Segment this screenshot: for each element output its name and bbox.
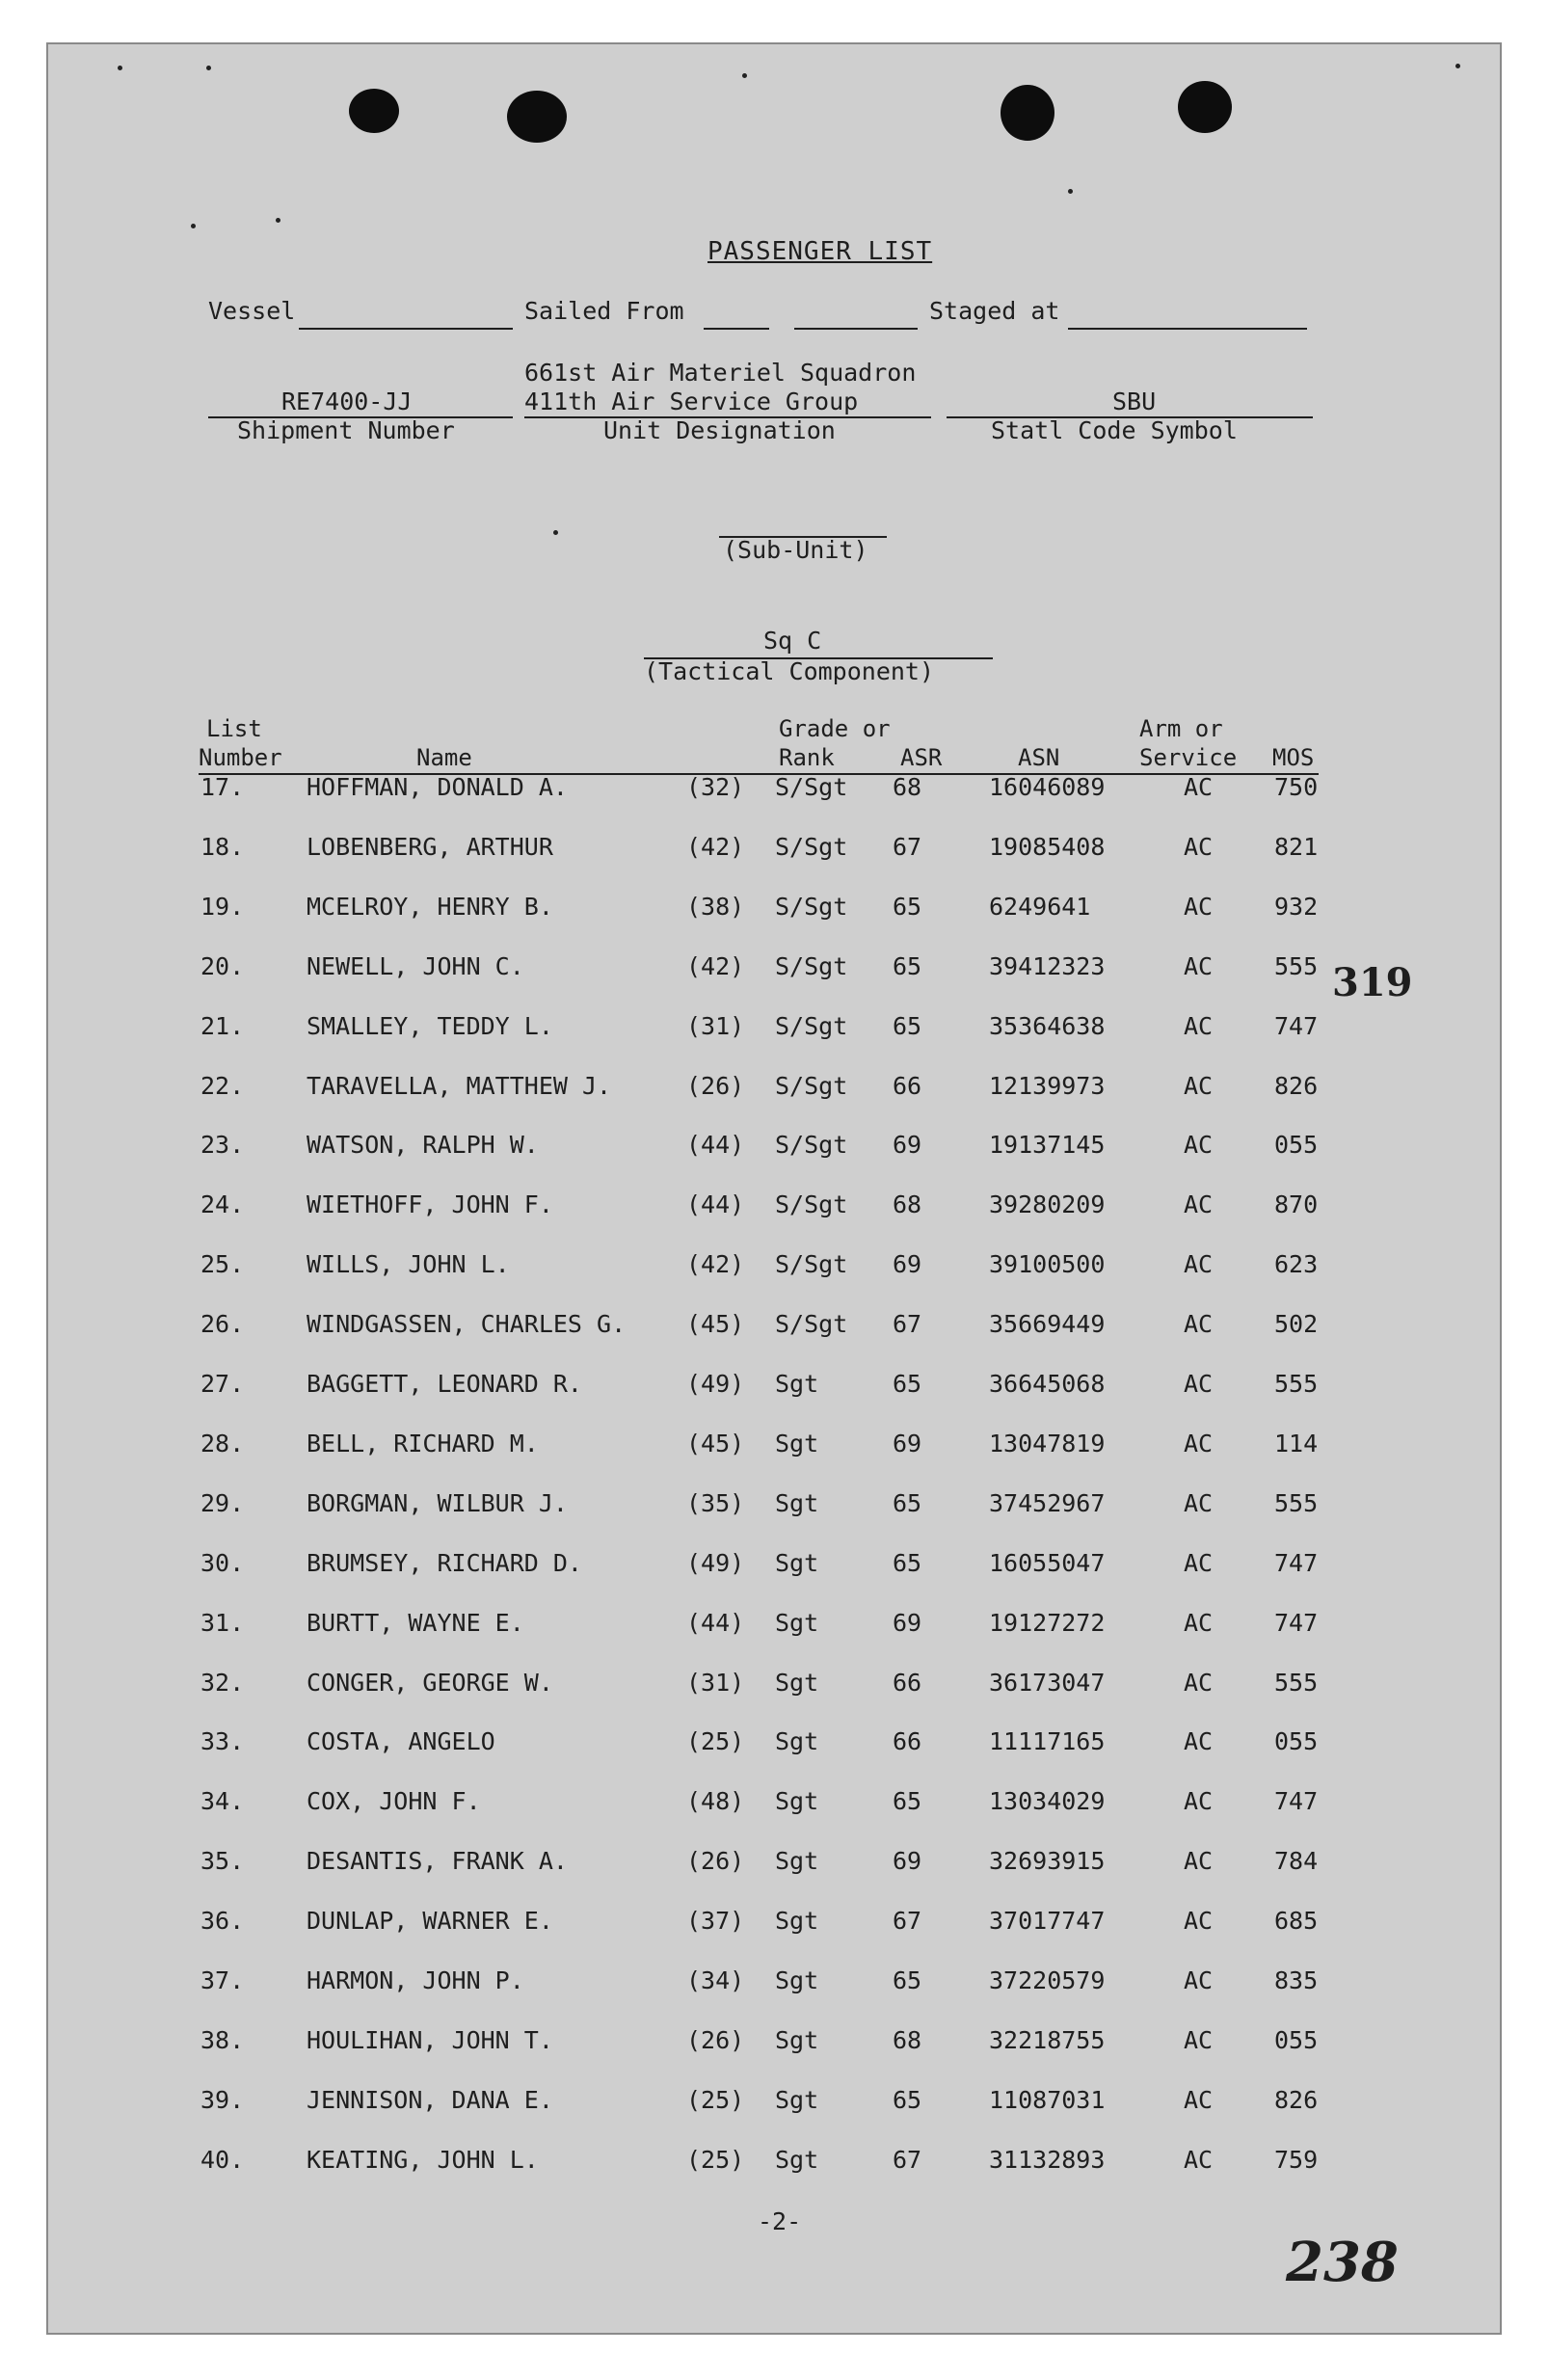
age: (42) [686,833,745,861]
asn-number: 32218755 [989,2026,1106,2054]
mos-code: 747 [1274,1549,1319,1577]
passenger-name: LOBENBERG, ARTHUR [307,833,553,861]
list-number: 28. [200,1430,245,1457]
asn-number: 35669449 [989,1310,1106,1338]
arm-service: AC [1184,1907,1214,1935]
grade-rank: Sgt [775,1669,819,1697]
arm-service: AC [1184,1190,1214,1218]
list-number: 32. [200,1669,245,1697]
table-row [0,1669,1548,1707]
asn-number: 16055047 [989,1549,1106,1577]
age: (26) [686,1847,745,1875]
grade-rank: S/Sgt [775,773,848,801]
asn-number: 36173047 [989,1669,1106,1697]
list-number: 33. [200,1727,245,1755]
asr-score: 69 [893,1131,922,1159]
mos-code: 747 [1274,1609,1319,1637]
table-row [0,2026,1548,2065]
grade-rank: S/Sgt [775,1072,848,1100]
arm-service: AC [1184,1966,1214,1994]
shipment-number: RE7400-JJ [281,388,413,415]
arm-service: AC [1184,1489,1214,1517]
passenger-name: COSTA, ANGELO [307,1727,495,1755]
asr-score: 65 [893,1966,922,1994]
grade-rank: Sgt [775,1549,819,1577]
age: (31) [686,1012,745,1040]
asr-score: 65 [893,1549,922,1577]
passenger-name: BAGGETT, LEONARD R. [307,1370,582,1398]
mos-code: 835 [1274,1966,1319,1994]
list-number: 27. [200,1370,245,1398]
list-number: 21. [200,1012,245,1040]
mos-code: 932 [1274,893,1319,921]
page-title: PASSENGER LIST [707,237,933,266]
passenger-name: TARAVELLA, MATTHEW J. [307,1072,612,1100]
arm-service: AC [1184,952,1214,980]
list-number: 25. [200,1250,245,1278]
asr-score: 69 [893,1847,922,1875]
passenger-name: DESANTIS, FRANK A. [307,1847,568,1875]
age: (44) [686,1190,745,1218]
table-row [0,2146,1548,2184]
age: (49) [686,1549,745,1577]
age: (35) [686,1489,745,1517]
table-row [0,1310,1548,1349]
asn-number: 37017747 [989,1907,1106,1935]
header-asr: ASR [900,744,943,771]
age: (42) [686,1250,745,1278]
table-row [0,1787,1548,1826]
passenger-name: BRUMSEY, RICHARD D. [307,1549,582,1577]
table-row [0,1727,1548,1766]
asr-score: 66 [893,1727,922,1755]
asn-number: 11117165 [989,1727,1106,1755]
list-number: 38. [200,2026,245,2054]
mos-code: 747 [1274,1012,1319,1040]
grade-rank: S/Sgt [775,1190,848,1218]
list-number: 37. [200,1966,245,1994]
list-number: 40. [200,2146,245,2174]
list-number: 20. [200,952,245,980]
asr-score: 68 [893,773,922,801]
grade-rank: S/Sgt [775,1131,848,1159]
mos-code: 685 [1274,1907,1319,1935]
arm-service: AC [1184,1549,1214,1577]
asn-number: 39100500 [989,1250,1106,1278]
header-rank: Rank [779,744,835,771]
grade-rank: S/Sgt [775,1310,848,1338]
sailed-from-label: Sailed From [524,297,684,325]
unit-designation-label: Unit Designation [603,416,836,444]
age: (26) [686,2026,745,2054]
table-row [0,1549,1548,1588]
page-number: -2- [758,2207,802,2235]
list-number: 29. [200,1489,245,1517]
table-row [0,1847,1548,1885]
asr-score: 65 [893,1012,922,1040]
asr-score: 67 [893,1907,922,1935]
arm-service: AC [1184,833,1214,861]
asn-number: 13034029 [989,1787,1106,1815]
asn-number: 39280209 [989,1190,1106,1218]
table-row [0,1072,1548,1110]
asr-score: 69 [893,1250,922,1278]
asr-score: 65 [893,893,922,921]
asn-number: 6249641 [989,893,1091,921]
passenger-name: HOULIHAN, JOHN T. [307,2026,553,2054]
asr-score: 65 [893,2086,922,2114]
asn-number: 36645068 [989,1370,1106,1398]
vessel-label: Vessel [208,297,296,325]
asr-score: 66 [893,1669,922,1697]
list-number: 34. [200,1787,245,1815]
mos-code: 555 [1274,1669,1319,1697]
arm-service: AC [1184,1250,1214,1278]
asr-score: 69 [893,1430,922,1457]
asn-number: 13047819 [989,1430,1106,1457]
arm-service: AC [1184,2086,1214,2114]
passenger-name: HOFFMAN, DONALD A. [307,773,568,801]
table-row [0,893,1548,931]
table-row [0,2086,1548,2125]
passenger-name: KEATING, JOHN L. [307,2146,539,2174]
age: (26) [686,1072,745,1100]
mos-code: 870 [1274,1190,1319,1218]
grade-rank: Sgt [775,1489,819,1517]
passenger-name: WINDGASSEN, CHARLES G. [307,1310,627,1338]
passenger-name: WIETHOFF, JOHN F. [307,1190,553,1218]
arm-service: AC [1184,1072,1214,1100]
asr-score: 66 [893,1072,922,1100]
asn-number: 39412323 [989,952,1106,980]
grade-rank: S/Sgt [775,952,848,980]
header-grade: Grade or [779,715,891,742]
asn-number: 19127272 [989,1609,1106,1637]
list-number: 30. [200,1549,245,1577]
passenger-name: JENNISON, DANA E. [307,2086,553,2114]
statl-code: SBU [1112,388,1157,415]
grade-rank: Sgt [775,2086,819,2114]
list-number: 17. [200,773,245,801]
list-number: 36. [200,1907,245,1935]
table-row [0,1966,1548,2005]
grade-rank: Sgt [775,2026,819,2054]
table-row [0,1430,1548,1468]
age: (45) [686,1310,745,1338]
asr-score: 67 [893,833,922,861]
header-mos: MOS [1272,744,1315,771]
passenger-name: WATSON, RALPH W. [307,1131,539,1159]
table-row [0,833,1548,871]
grade-rank: Sgt [775,1847,819,1875]
shipment-number-label: Shipment Number [237,416,455,444]
passenger-name: HARMON, JOHN P. [307,1966,524,1994]
asn-number: 32693915 [989,1847,1106,1875]
asn-number: 19085408 [989,833,1106,861]
mos-code: 055 [1274,1727,1319,1755]
age: (25) [686,1727,745,1755]
arm-service: AC [1184,773,1214,801]
asr-score: 65 [893,952,922,980]
list-number: 23. [200,1131,245,1159]
arm-service: AC [1184,1310,1214,1338]
header-number: Number [199,744,282,771]
table-row [0,1250,1548,1289]
unit-line-1: 661st Air Materiel Squadron [524,359,917,387]
header-asn: ASN [1018,744,1060,771]
arm-service: AC [1184,1847,1214,1875]
mos-code: 623 [1274,1250,1319,1278]
staged-at-label: Staged at [929,297,1060,325]
age: (37) [686,1907,745,1935]
grade-rank: S/Sgt [775,1012,848,1040]
arm-service: AC [1184,1012,1214,1040]
table-row [0,952,1548,991]
mos-code: 750 [1274,773,1319,801]
passenger-name: DUNLAP, WARNER E. [307,1907,553,1935]
asn-number: 31132893 [989,2146,1106,2174]
list-number: 26. [200,1310,245,1338]
table-row [0,1190,1548,1229]
mos-code: 821 [1274,833,1319,861]
table-row [0,1489,1548,1528]
header-arm: Arm or [1139,715,1223,742]
passenger-name: MCELROY, HENRY B. [307,893,553,921]
asr-score: 69 [893,1609,922,1637]
mos-code: 555 [1274,952,1319,980]
age: (34) [686,1966,745,1994]
grade-rank: S/Sgt [775,1250,848,1278]
arm-service: AC [1184,893,1214,921]
unit-line-2: 411th Air Service Group [524,388,859,415]
mos-code: 826 [1274,1072,1319,1100]
header-name: Name [416,744,472,771]
list-number: 22. [200,1072,245,1100]
passenger-name: WILLS, JOHN L. [307,1250,510,1278]
asn-number: 37452967 [989,1489,1106,1517]
asn-number: 11087031 [989,2086,1106,2114]
arm-service: AC [1184,1370,1214,1398]
mos-code: 055 [1274,1131,1319,1159]
age: (38) [686,893,745,921]
asn-number: 37220579 [989,1966,1106,1994]
list-number: 19. [200,893,245,921]
table-row [0,1609,1548,1647]
passenger-name: SMALLEY, TEDDY L. [307,1012,553,1040]
list-number: 35. [200,1847,245,1875]
mos-code: 502 [1274,1310,1319,1338]
mos-code: 555 [1274,1489,1319,1517]
age: (44) [686,1131,745,1159]
table-row [0,1370,1548,1408]
age: (32) [686,773,745,801]
mos-code: 784 [1274,1847,1319,1875]
asr-score: 65 [893,1370,922,1398]
handwritten-page-number: 238 [1286,2231,1399,2294]
asn-number: 12139973 [989,1072,1106,1100]
stamp-number: 319 [1332,960,1413,1005]
arm-service: AC [1184,2026,1214,2054]
asn-number: 16046089 [989,773,1106,801]
age: (31) [686,1669,745,1697]
passenger-name: NEWELL, JOHN C. [307,952,524,980]
mos-code: 826 [1274,2086,1319,2114]
asr-score: 65 [893,1489,922,1517]
passenger-name: COX, JOHN F. [307,1787,481,1815]
asr-score: 67 [893,1310,922,1338]
grade-rank: Sgt [775,1907,819,1935]
age: (49) [686,1370,745,1398]
list-number: 18. [200,833,245,861]
grade-rank: Sgt [775,1430,819,1457]
passenger-name: BURTT, WAYNE E. [307,1609,524,1637]
mos-code: 555 [1274,1370,1319,1398]
tactical-value: Sq C [763,627,822,655]
arm-service: AC [1184,2146,1214,2174]
table-row [0,1131,1548,1169]
age: (44) [686,1609,745,1637]
mos-code: 759 [1274,2146,1319,2174]
table-row [0,1012,1548,1051]
passenger-name: CONGER, GEORGE W. [307,1669,553,1697]
asr-score: 68 [893,2026,922,2054]
passenger-name: BELL, RICHARD M. [307,1430,539,1457]
table-row [0,773,1548,812]
statl-code-label: Statl Code Symbol [991,416,1238,444]
list-number: 24. [200,1190,245,1218]
header-service: Service [1139,744,1238,771]
mos-code: 114 [1274,1430,1319,1457]
age: (48) [686,1787,745,1815]
grade-rank: Sgt [775,1787,819,1815]
arm-service: AC [1184,1727,1214,1755]
age: (25) [686,2146,745,2174]
grade-rank: S/Sgt [775,893,848,921]
tactical-component-label: (Tactical Component) [644,657,935,685]
asr-score: 65 [893,1787,922,1815]
arm-service: AC [1184,1131,1214,1159]
asn-number: 19137145 [989,1131,1106,1159]
asr-score: 68 [893,1190,922,1218]
sub-unit-label: (Sub-Unit) [723,536,868,564]
age: (45) [686,1430,745,1457]
grade-rank: Sgt [775,2146,819,2174]
arm-service: AC [1184,1669,1214,1697]
age: (25) [686,2086,745,2114]
header-list: List [206,715,262,742]
arm-service: AC [1184,1609,1214,1637]
grade-rank: Sgt [775,1727,819,1755]
grade-rank: Sgt [775,1609,819,1637]
mos-code: 747 [1274,1787,1319,1815]
grade-rank: S/Sgt [775,833,848,861]
passenger-name: BORGMAN, WILBUR J. [307,1489,568,1517]
grade-rank: Sgt [775,1966,819,1994]
age: (42) [686,952,745,980]
table-row [0,1907,1548,1945]
asn-number: 35364638 [989,1012,1106,1040]
list-number: 31. [200,1609,245,1637]
list-number: 39. [200,2086,245,2114]
mos-code: 055 [1274,2026,1319,2054]
asr-score: 67 [893,2146,922,2174]
arm-service: AC [1184,1430,1214,1457]
grade-rank: Sgt [775,1370,819,1398]
arm-service: AC [1184,1787,1214,1815]
